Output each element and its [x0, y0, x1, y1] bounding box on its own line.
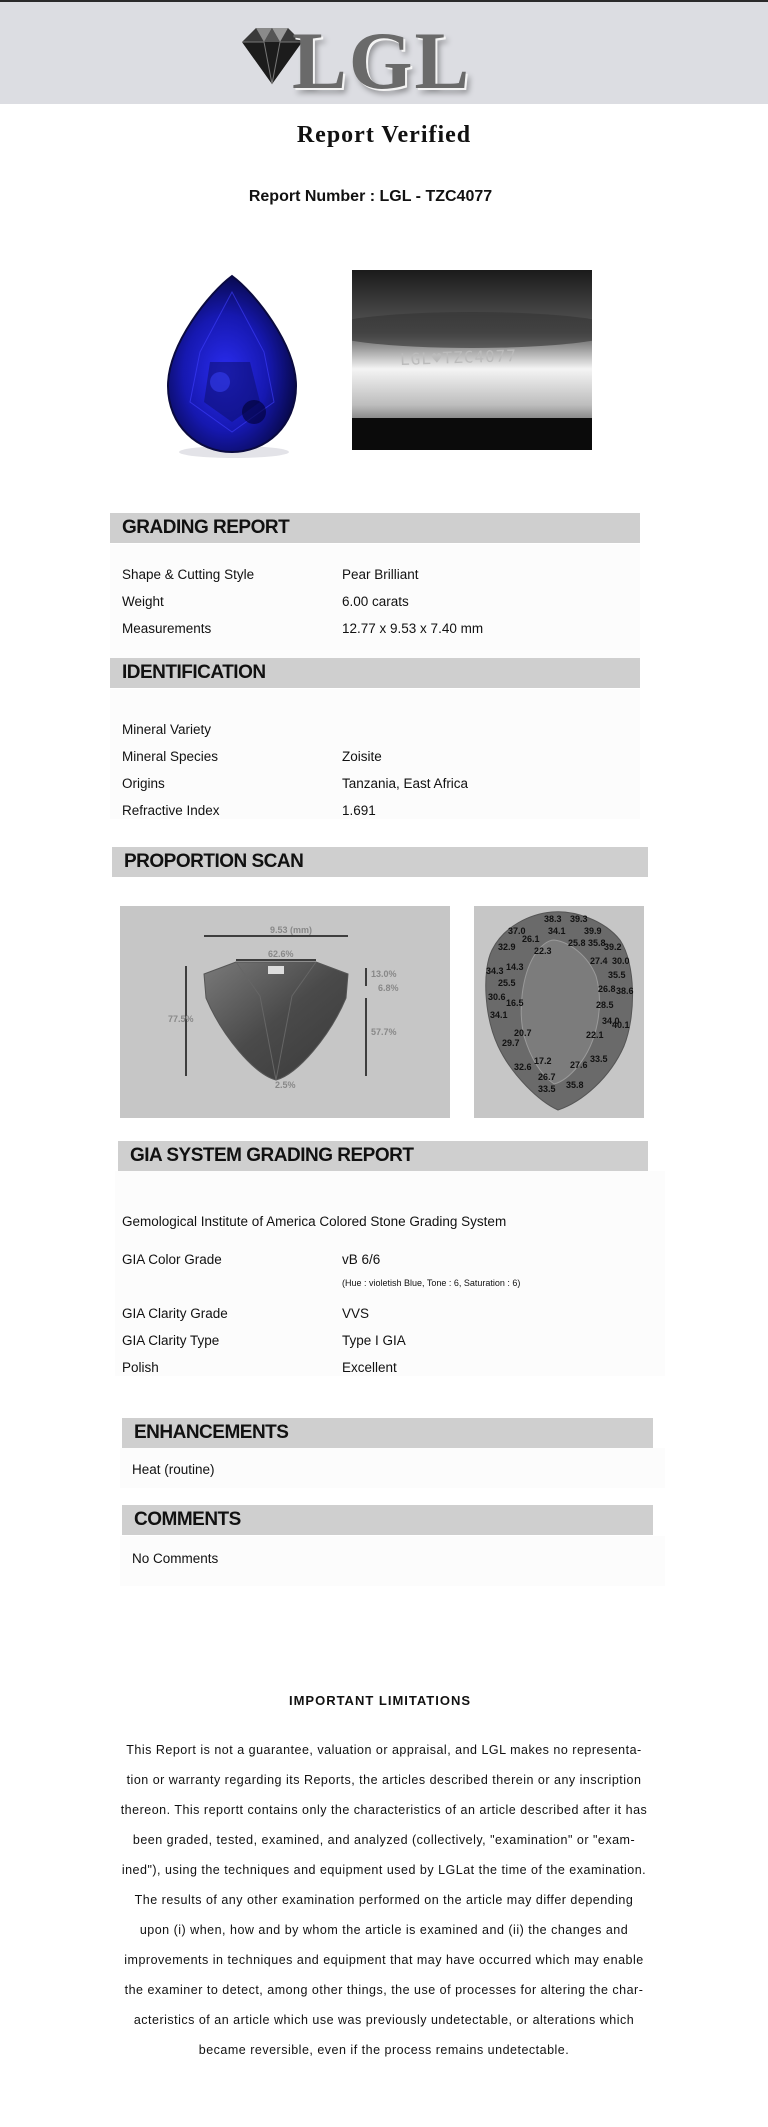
gia-intro: Gemological Institute of America Colored Stone Grading System [122, 1214, 507, 1229]
site-header [0, 2, 768, 104]
limitations-line: upon (i) when, how and by whom the article is examined and (ii) the changes and [139, 1923, 629, 1937]
gia-color-grade-label: GIA Color Grade [122, 1252, 222, 1267]
scan-number: 32.9 [498, 942, 516, 952]
comments-section-bar [122, 1505, 653, 1535]
grading-measurements-value: 12.77 x 9.53 x 7.40 mm [342, 621, 484, 636]
origins-value: Tanzania, East Africa [342, 776, 469, 791]
scan-number: 14.3 [506, 962, 524, 972]
inscription-text: LGL♥TZC4077 [399, 345, 518, 370]
inscription-photo [352, 270, 592, 450]
page-title: Report Verified [296, 122, 472, 148]
polish-label: Polish [122, 1360, 159, 1375]
lgl-logo [234, 15, 486, 106]
proportion-section-bar [112, 847, 648, 877]
top-scan-panel [474, 906, 644, 1118]
limitations-line: became reversible, even if the process remains undetectable. [198, 2043, 570, 2057]
side-pavilion-pct: 57.7% [371, 1027, 397, 1037]
refractive-index-value: 1.691 [342, 803, 376, 818]
limitations-line: ined"), using the techniques and equipment used by LGLat the time of the examination. [121, 1863, 647, 1877]
logo-text: LGL [292, 15, 472, 106]
gem-photo [150, 262, 310, 462]
scan-number: 30.0 [612, 956, 630, 966]
enhancements-section-bar [122, 1418, 653, 1448]
scan-number: 35.8 [566, 1080, 584, 1090]
side-girdle-pct: 6.8% [378, 983, 399, 993]
scan-number: 30.6 [488, 992, 506, 1002]
scan-number: 37.0 [508, 926, 526, 936]
comments-text: No Comments [132, 1551, 219, 1566]
origins-label: Origins [122, 776, 165, 791]
gia-heading: GIA SYSTEM GRADING REPORT [130, 1145, 414, 1166]
scan-number: 22.3 [534, 946, 552, 956]
proportion-heading: PROPORTION SCAN [124, 851, 304, 872]
gia-color-grade-value: vB 6/6 [342, 1252, 381, 1267]
scan-number: 38.3 [544, 914, 562, 924]
grading-shape-label: Shape & Cutting Style [122, 567, 255, 582]
scan-number: 25.8 [568, 938, 586, 948]
scan-number: 32.6 [514, 1062, 532, 1072]
side-culet-pct: 2.5% [275, 1080, 296, 1090]
scan-number: 33.5 [590, 1054, 608, 1064]
scan-number: 33.5 [538, 1084, 556, 1094]
enhancements-text: Heat (routine) [132, 1462, 215, 1477]
limitations-line: This Report is not a guarantee, valuation or appraisal, and LGL makes no representa- [126, 1743, 642, 1757]
scan-number: 39.3 [570, 914, 588, 924]
gia-clarity-type-label: GIA Clarity Type [122, 1333, 220, 1348]
grading-measurements-label: Measurements [122, 621, 212, 636]
scan-number: 26.7 [538, 1072, 556, 1082]
scan-number: 27.6 [570, 1060, 588, 1070]
identification-heading: IDENTIFICATION [122, 662, 266, 683]
scan-number: 39.9 [584, 926, 602, 936]
polish-value: Excellent [342, 1360, 397, 1375]
scan-number: 38.6 [616, 986, 634, 996]
gia-section-bar [118, 1141, 648, 1171]
scan-number: 39.2 [604, 942, 622, 952]
scan-number: 26.8 [598, 984, 616, 994]
limitations-heading: IMPORTANT LIMITATIONS [288, 1693, 472, 1708]
scan-number: 16.5 [506, 998, 524, 1008]
scan-number: 22.1 [586, 1030, 604, 1040]
side-depth-pct: 77.5% [168, 1014, 194, 1024]
scan-number: 35.5 [608, 970, 626, 980]
gia-clarity-type-value: Type I GIA [342, 1333, 406, 1348]
side-width-label: 9.53 (mm) [270, 925, 313, 935]
scan-number: 26.1 [522, 934, 540, 944]
grading-weight-label: Weight [122, 594, 164, 609]
comments-heading: COMMENTS [134, 1509, 241, 1530]
scan-number: 28.5 [596, 1000, 614, 1010]
grading-section-bar [110, 513, 640, 543]
limitations-line: the examiner to detect, among other things, the use of processes for altering the char- [124, 1983, 644, 1997]
grading-shape-value: Pear Brilliant [342, 567, 419, 582]
mineral-species-value: Zoisite [342, 749, 382, 764]
side-table-pct: 62.6% [268, 949, 294, 959]
gia-clarity-grade-value: VVS [342, 1306, 370, 1321]
limitations-line: tion or warranty regarding its Reports, the articles described therein or any inscription [126, 1773, 642, 1787]
limitations-line: improvements in techniques and equipment that may have occurred which may enable [124, 1953, 644, 1967]
grading-heading: GRADING REPORT [122, 517, 290, 538]
scan-number: 20.7 [514, 1028, 532, 1038]
scan-number: 17.2 [534, 1056, 552, 1066]
gia-color-note: (Hue : violetish Blue, Tone : 6, Saturation : 6) [342, 1278, 521, 1288]
limitations-line: The results of any other examination performed on the article may differ depending [134, 1893, 634, 1907]
identification-section-bar [110, 658, 640, 688]
scan-number: 34.1 [490, 1010, 508, 1020]
scan-number: 35.8 [588, 938, 606, 948]
scan-number: 34.1 [548, 926, 566, 936]
limitations-line: acteristics of an article which use was previously undetectable, or alterations which [133, 2013, 635, 2027]
mineral-variety-label: Mineral Variety [122, 722, 212, 737]
scan-number: 29.7 [502, 1038, 520, 1048]
scan-number: 34.0 [602, 1016, 620, 1026]
limitations-line: thereon. This reportt contains only the characteristics of an article described after it has [120, 1803, 648, 1817]
scan-number: 34.3 [486, 966, 504, 976]
scan-number: 40.1 [612, 1020, 630, 1030]
grading-weight-value: 6.00 carats [342, 594, 409, 609]
limitations-body [117, 1735, 651, 2065]
mineral-species-label: Mineral Species [122, 749, 219, 764]
side-crown-pct: 13.0% [371, 969, 397, 979]
side-profile-panel [120, 906, 450, 1118]
enhancements-heading: ENHANCEMENTS [134, 1422, 289, 1443]
gia-clarity-grade-label: GIA Clarity Grade [122, 1306, 228, 1321]
scan-number: 27.4 [590, 956, 608, 966]
refractive-index-label: Refractive Index [122, 803, 220, 818]
limitations-line: been graded, tested, examined, and analyzed (collectively, "examination" or "exam- [132, 1833, 636, 1847]
scan-number: 25.5 [498, 978, 516, 988]
report-number: Report Number : LGL - TZC4077 [248, 188, 493, 205]
